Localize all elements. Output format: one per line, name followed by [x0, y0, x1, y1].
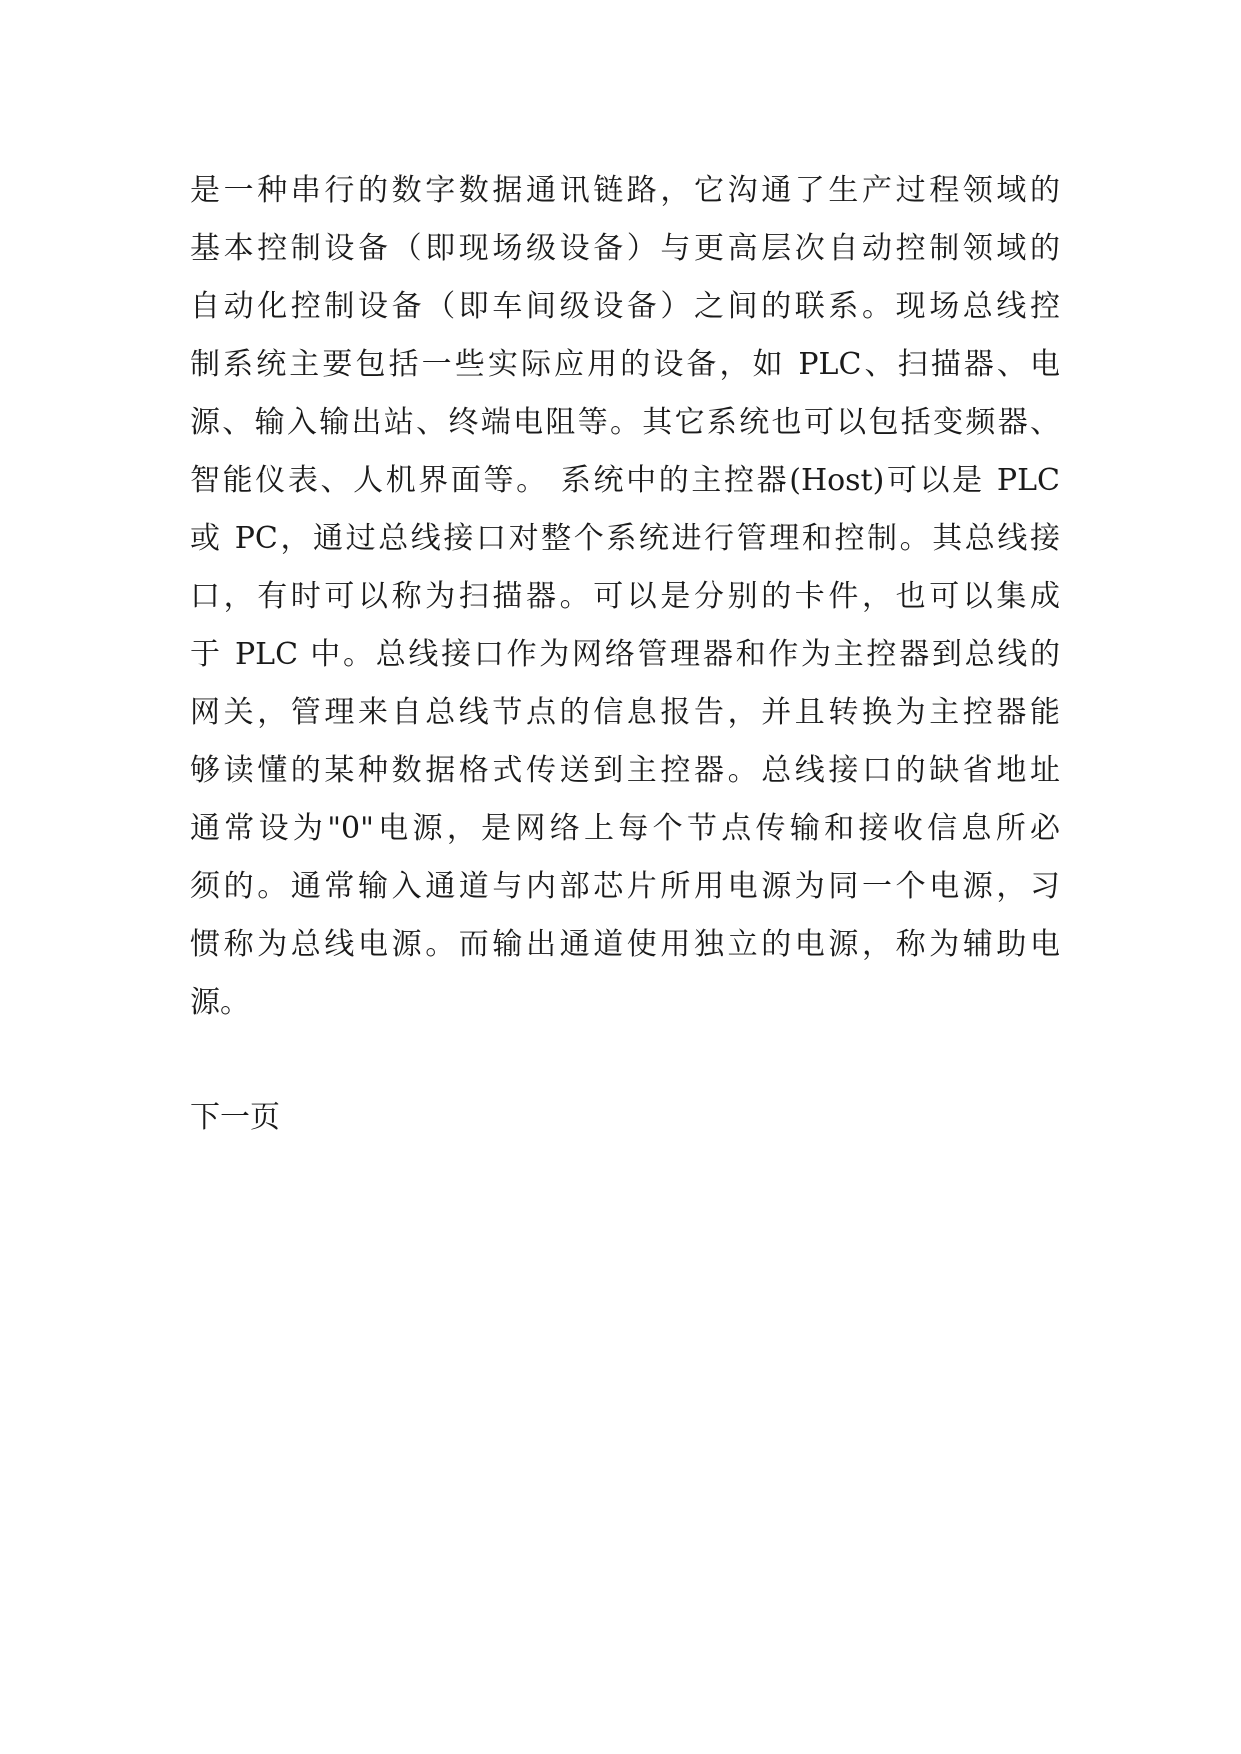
paragraph-line: 制系统主要包括一些实际应用的设备，如 PLC、扫描器、电: [190, 347, 1060, 382]
paragraph-line: 须的。通常输入通道与内部芯片所用电源为同一个电源，习: [190, 869, 1060, 904]
paragraph-line: 基本控制设备（即现场级设备）与更高层次自动控制领域的: [190, 231, 1060, 266]
next-page-link[interactable]: 下一页: [190, 1100, 280, 1135]
paragraph-line: 或 PC，通过总线接口对整个系统进行管理和控制。其总线接: [190, 521, 1060, 556]
paragraph-line: 够读懂的某种数据格式传送到主控器。总线接口的缺省地址: [190, 753, 1060, 788]
paragraph-line: 口，有时可以称为扫描器。可以是分别的卡件，也可以集成: [190, 579, 1060, 614]
paragraph-line: 网关，管理来自总线节点的信息报告，并且转换为主控器能: [190, 695, 1060, 730]
paragraph-line: 智能仪表、人机界面等。 系统中的主控器(Host)可以是 PLC: [190, 463, 1060, 498]
paragraph-line: 自动化控制设备（即车间级设备）之间的联系。现场总线控: [190, 289, 1060, 324]
body-paragraph: [190, 162, 1060, 1032]
paragraph-line: 惯称为总线电源。而输出通道使用独立的电源，称为辅助电: [190, 927, 1060, 962]
paragraph-line: 源。: [190, 985, 250, 1020]
paragraph-line: 于 PLC 中。总线接口作为网络管理器和作为主控器到总线的: [190, 637, 1060, 672]
paragraph-line: 通常设为"0"电源，是网络上每个节点传输和接收信息所必: [190, 811, 1060, 846]
paragraph-line: 源、输入输出站、终端电阻等。其它系统也可以包括变频器、: [190, 405, 1060, 440]
paragraph-line: 是一种串行的数字数据通讯链路，它沟通了生产过程领域的: [190, 173, 1060, 208]
